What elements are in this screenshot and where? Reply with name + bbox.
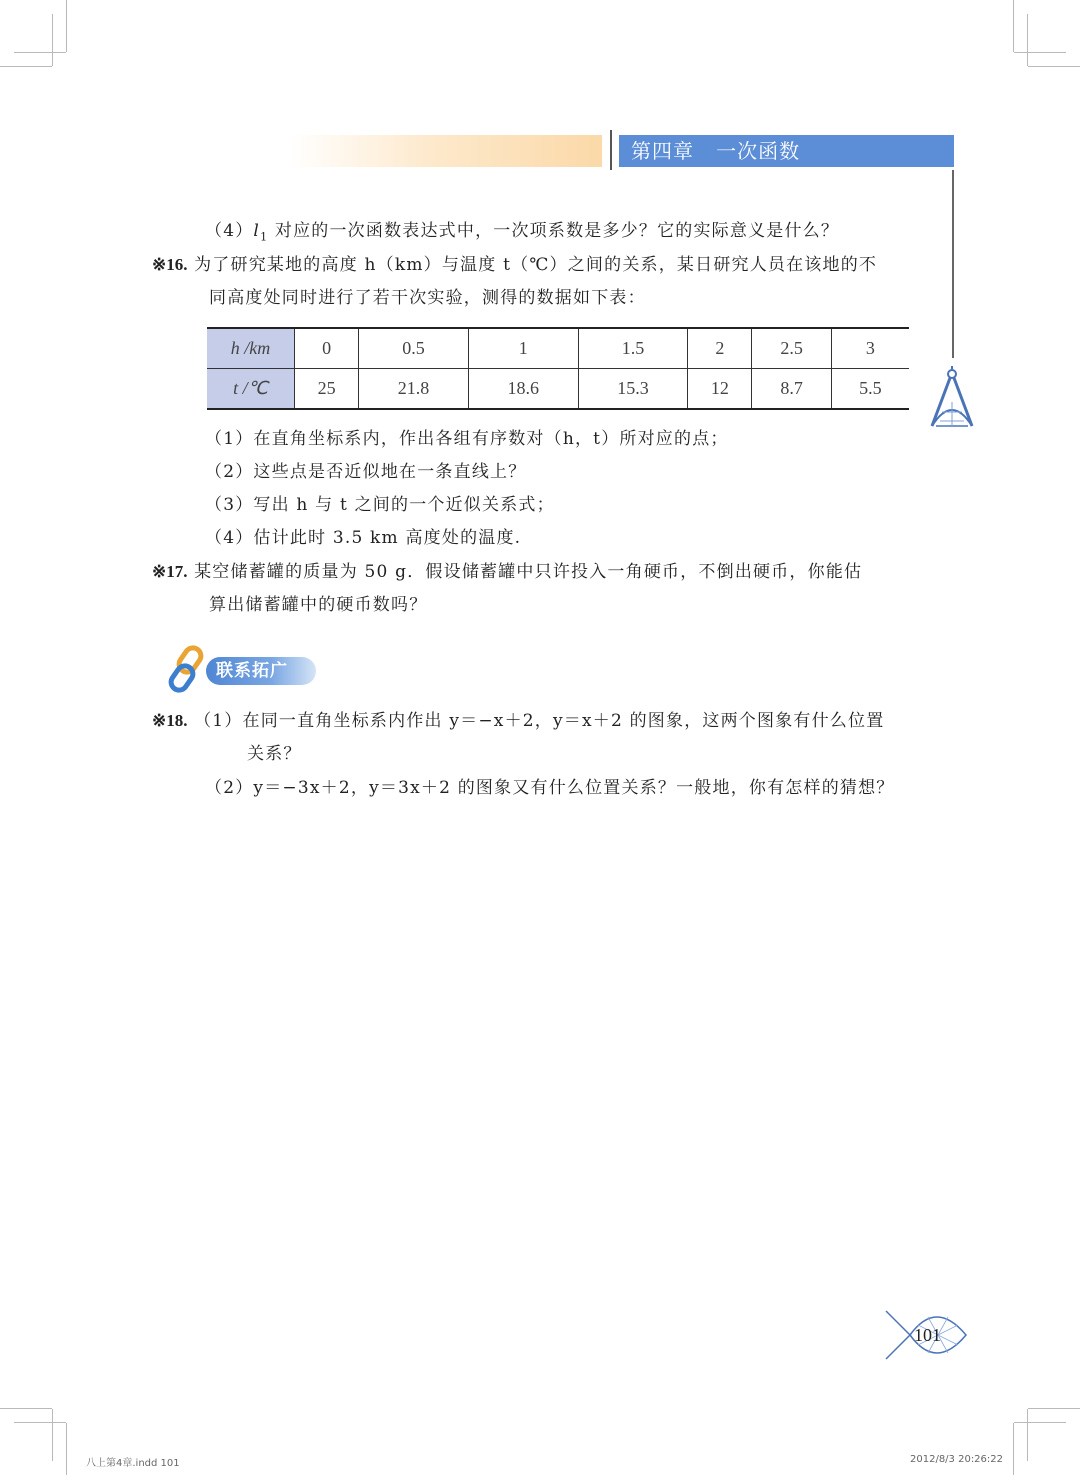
question-number: ※16.: [152, 255, 188, 274]
page-number-badge: [884, 1305, 968, 1365]
footer-file: 八上第4章.indd 101: [86, 1458, 180, 1469]
header-gradient: [290, 135, 602, 167]
q17-line1: ※17. 某空储蓄罐的质量为 50 g．假设储蓄罐中只许投入一角硬币，不倒出硬币，你能估: [152, 562, 863, 582]
extension-label: 联系拓广: [206, 657, 316, 685]
question-number: ※18.: [152, 711, 188, 730]
crop-mark: [1028, 66, 1080, 67]
crop-mark: [0, 66, 52, 67]
chapter-number: 第四章: [631, 139, 694, 163]
chapter-title: 一次函数: [716, 139, 801, 163]
crop-mark: [14, 52, 66, 53]
extension-heading: [166, 645, 326, 693]
table-cell: 5.5: [831, 369, 909, 410]
table-cell: 2.5: [752, 328, 831, 369]
q18-line2: 关系？: [247, 744, 302, 764]
crop-mark: [52, 14, 53, 66]
table-cell: 25: [295, 369, 359, 410]
crop-mark: [14, 1422, 66, 1423]
table-cell: 3: [831, 328, 909, 369]
header-divider: [610, 130, 612, 170]
table-cell: 18.6: [468, 369, 578, 410]
row-header-t: t /℃: [207, 369, 295, 410]
table-cell: 21.8: [359, 369, 469, 410]
crop-mark: [1013, 1423, 1014, 1475]
side-rule: [952, 170, 954, 358]
question-number: ※17.: [152, 562, 188, 581]
q16-part1: （1）在直角坐标系内，作出各组有序数对（h，t）所对应的点；: [205, 429, 729, 449]
q16-line1: ※16. 为了研究某地的高度 h（km）与温度 t（℃）之间的关系，某日研究人员在该地的不: [152, 255, 878, 275]
table-row: [207, 328, 909, 369]
table-cell: 0: [295, 328, 359, 369]
footer-timestamp: 2012/8/3 20:26:22: [910, 1454, 1004, 1465]
chapter-header: [619, 135, 954, 167]
q16-part4: （4）估计此时 3.5 km 高度处的温度.: [205, 528, 522, 548]
table-cell: 1: [468, 328, 578, 369]
table-cell: 8.7: [752, 369, 831, 410]
crop-mark: [1027, 14, 1028, 66]
q15-part4: $(4)l_1$ 对应的一次函数表达式中，一次项系数是多少？它的实际意义是什么？: [205, 221, 840, 244]
table-cell: 0.5: [359, 328, 469, 369]
compass-icon: [924, 366, 980, 432]
crop-mark: [1028, 1408, 1080, 1409]
data-table: [207, 327, 909, 410]
q18-line3: （2）y＝−3x＋2，y＝3x＋2 的图象又有什么位置关系？一般地，你有怎样的猜想？: [205, 778, 895, 798]
q16-line2: 同高度处同时进行了若干次实验，测得的数据如下表：: [209, 288, 646, 308]
crop-mark: [1014, 1422, 1066, 1423]
crop-mark: [0, 1408, 52, 1409]
table-cell: 1.5: [578, 328, 688, 369]
q16-part3: （3）写出 h 与 t 之间的一个近似关系式；: [205, 495, 555, 515]
q17-line2: 算出储蓄罐中的硬币数吗？: [209, 595, 428, 615]
table-cell: 2: [688, 328, 752, 369]
crop-mark: [52, 1409, 53, 1461]
table-cell: 12: [688, 369, 752, 410]
table-cell: 15.3: [578, 369, 688, 410]
crop-mark: [1014, 52, 1066, 53]
q16-part2: （2）这些点是否近似地在一条直线上？: [205, 462, 527, 482]
crop-mark: [66, 0, 67, 52]
crop-mark: [1013, 0, 1014, 52]
page-number: 101: [914, 1325, 941, 1345]
table-row: [207, 369, 909, 410]
q18-line1: ※18. （1）在同一直角坐标系内作出 y＝−x＋2，y＝x＋2 的图象，这两个图象有什么位置: [152, 711, 885, 731]
crop-mark: [66, 1423, 67, 1475]
chain-link-icon: [166, 645, 214, 693]
crop-mark: [1027, 1409, 1028, 1461]
row-header-h: h /km: [207, 328, 295, 369]
